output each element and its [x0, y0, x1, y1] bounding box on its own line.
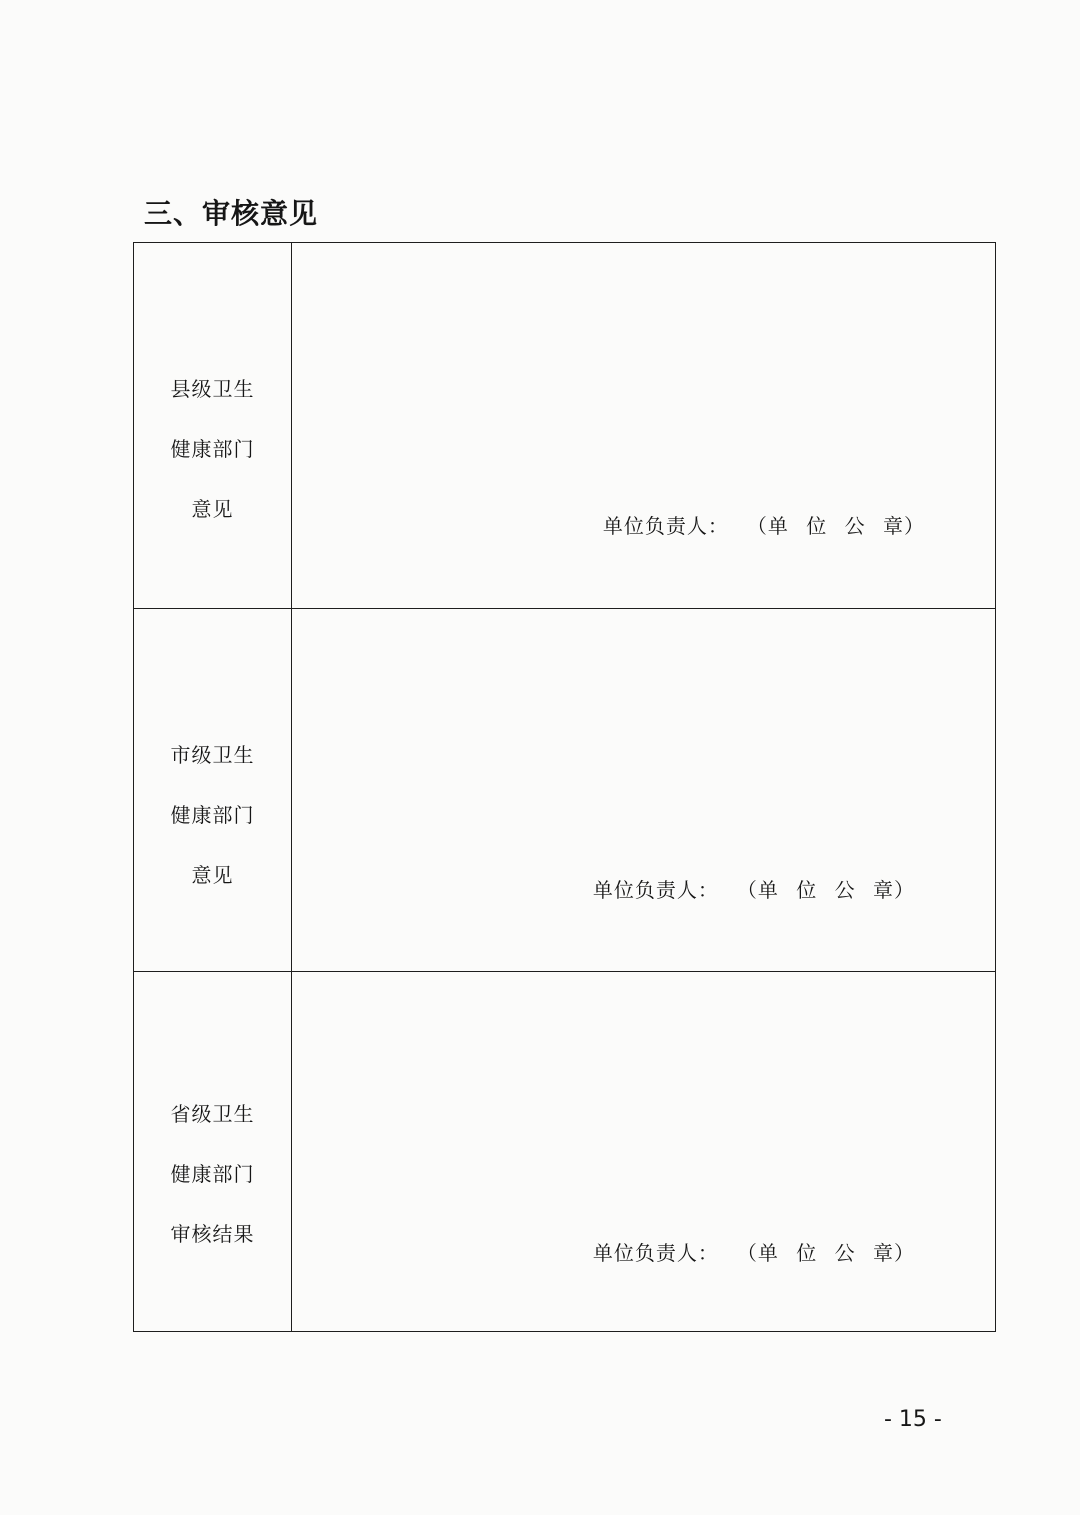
table-row-province	[134, 972, 996, 1332]
row-label-province	[134, 972, 292, 1332]
opinion-area-county[interactable]	[292, 243, 996, 609]
row-label-city	[134, 609, 292, 972]
label-line: 省级卫生	[170, 1102, 255, 1126]
section-title: 三、审核意见	[144, 197, 319, 230]
label-line: 意见	[191, 863, 234, 887]
label-line: 健康部门	[170, 1162, 255, 1186]
label-line: 健康部门	[170, 803, 255, 827]
opinion-area-province[interactable]	[292, 972, 996, 1332]
signature-line	[603, 511, 925, 541]
review-opinions-table	[133, 242, 996, 1332]
seal-label: （单 位 公 章）	[756, 514, 925, 538]
label-line: 县级卫生	[170, 377, 255, 401]
label-line: 意见	[191, 497, 234, 521]
signer-label: 单位负责人：	[592, 878, 719, 902]
signature-line	[593, 875, 915, 905]
page-number: - 15 -	[884, 1407, 942, 1432]
signer-label: 单位负责人：	[602, 514, 729, 538]
label-line: 审核结果	[170, 1222, 255, 1246]
table-row-city	[134, 609, 996, 972]
signer-label: 单位负责人：	[592, 1241, 719, 1265]
seal-label: （单 位 公 章）	[746, 878, 915, 902]
opinion-area-city[interactable]	[292, 609, 996, 972]
row-label-county	[134, 243, 292, 609]
label-line: 市级卫生	[170, 743, 255, 767]
signature-line	[593, 1238, 915, 1268]
table-row-county	[134, 243, 996, 609]
label-line: 健康部门	[170, 437, 255, 461]
seal-label: （单 位 公 章）	[746, 1241, 915, 1265]
